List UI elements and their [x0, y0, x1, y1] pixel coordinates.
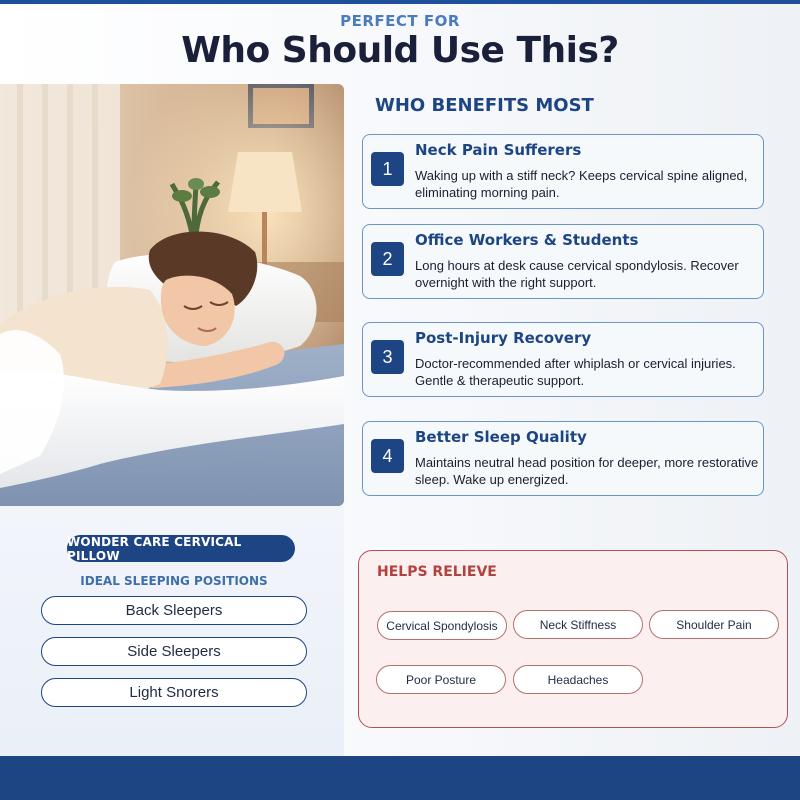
sleeping-woman-photo [0, 84, 344, 506]
relief-tag: Cervical Spondylosis [377, 611, 507, 640]
positions-heading: IDEAL SLEEPING POSITIONS [80, 574, 268, 588]
benefit-number-badge: 3 [371, 340, 404, 374]
top-rule [0, 0, 800, 4]
benefit-title: Neck Pain Sufferers [415, 141, 582, 159]
benefits-heading: WHO BENEFITS MOST [375, 95, 594, 116]
benefit-card [362, 224, 764, 299]
benefit-description: Doctor-recommended after whiplash or cervical injuries. Gentle & therapeutic support. [415, 356, 736, 388]
helps-relieve-box [358, 550, 788, 728]
benefit-description: Maintains neutral head position for deeper, more restorative sleep. Wake up energized. [415, 455, 759, 487]
relief-tag: Poor Posture [376, 665, 506, 694]
relief-tag: Headaches [513, 665, 643, 694]
relief-tag: Neck Stiffness [513, 610, 643, 639]
benefit-number-badge: 4 [371, 439, 404, 473]
position-pill-back: Back Sleepers [41, 596, 307, 625]
benefit-description: Waking up with a stiff neck? Keeps cervical spine aligned, eliminating morning pain. [415, 168, 748, 200]
benefit-card [362, 322, 764, 397]
benefit-description: Long hours at desk cause cervical spondylosis. Recover overnight with the right support. [415, 258, 739, 290]
brand-badge: WONDER CARE CERVICAL PILLOW [67, 535, 295, 562]
section-kicker: PERFECT FOR [340, 12, 460, 30]
footer-bar [0, 756, 800, 800]
benefit-title: Post-Injury Recovery [415, 329, 592, 347]
benefit-card [362, 134, 764, 209]
position-pill-snorers: Light Snorers [41, 678, 307, 707]
benefit-title: Better Sleep Quality [415, 428, 587, 446]
helps-relieve-heading: HELPS RELIEVE [377, 564, 497, 580]
benefit-number-badge: 2 [371, 242, 404, 276]
page-title: Who Should Use This? [181, 30, 619, 71]
relief-tag: Shoulder Pain [649, 610, 779, 639]
benefit-card [362, 421, 764, 496]
position-pill-side: Side Sleepers [41, 637, 307, 666]
benefit-title: Office Workers & Students [415, 231, 639, 249]
benefit-number-badge: 1 [371, 152, 404, 186]
